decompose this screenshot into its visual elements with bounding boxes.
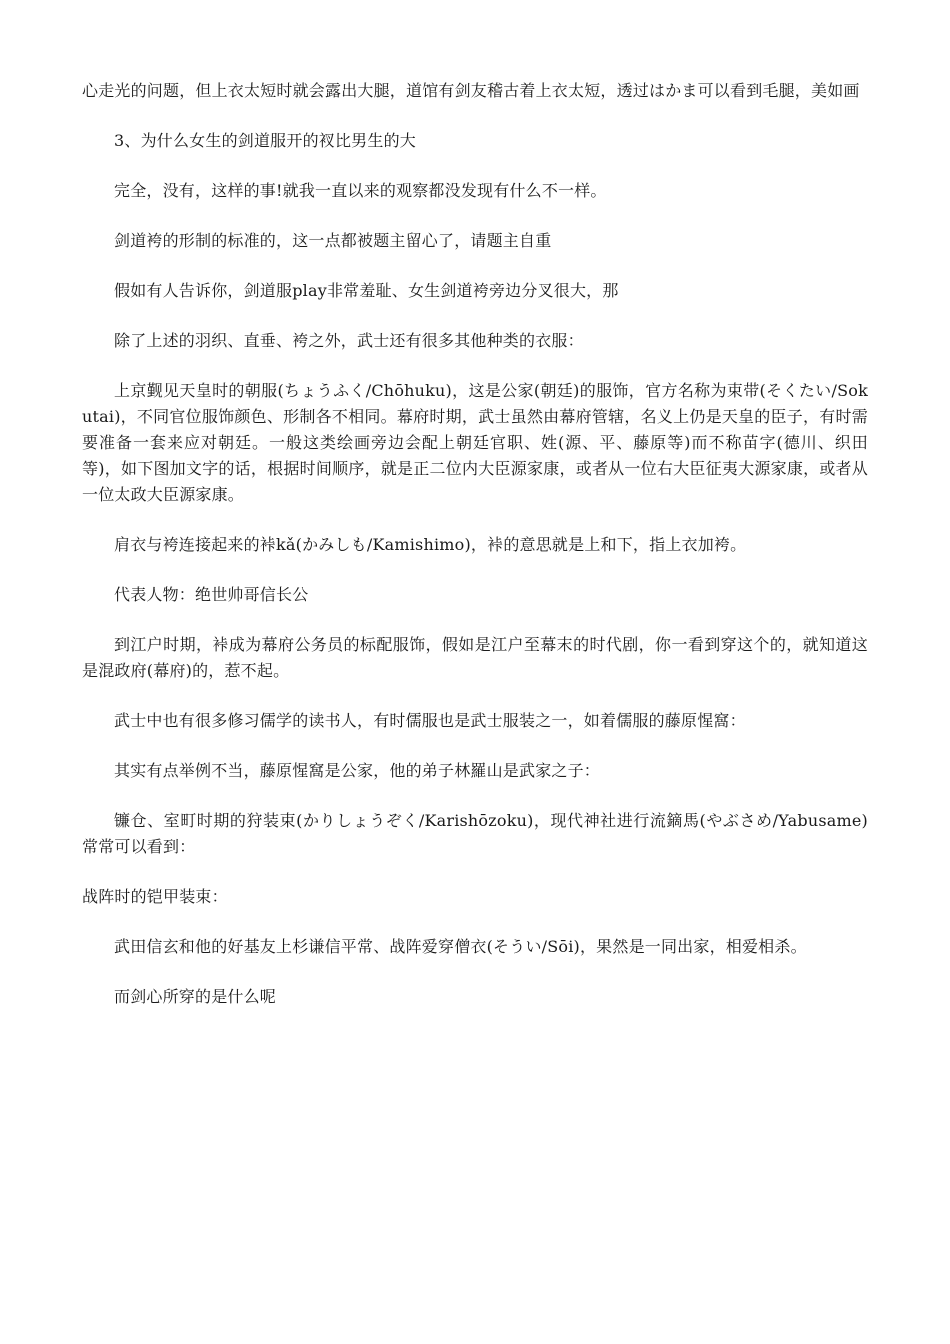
document-page [82,78,868,1034]
paragraph: 上京觐见天皇时的朝服(ちょうふく/Chōhuku)，这是公家(朝廷)的服饰，官方名称为束带(そくたい/Sokutai)，不同官位服饰颜色、形制各不相同。幕府时期，武士虽然由幕府管辖，名义上仍是天皇的臣子，有时需要准备一套来应对朝廷。一般这类绘画旁边会配上朝廷官职、姓(源、平、藤原等)而不称苗字(德川、织田等)，如下图加文字的话，根据时间顺序，就是正二位内大臣源家康，或者从一位右大臣征夷大源家康，或者从一位太政大臣源家康。 [82,381,868,504]
paragraph: 剑道袴的形制的标准的，这一点都被题主留心了，请题主自重 [114,231,552,250]
paragraph: 假如有人告诉你，剑道服play非常羞耻、女生剑道袴旁边分叉很大，那 [114,281,619,300]
paragraph: 到江户时期，裃成为幕府公务员的标配服饰，假如是江户至幕末的时代剧，你一看到穿这个的，就知道这是混政府(幕府)的，惹不起。 [82,635,868,680]
paragraph: 武田信玄和他的好基友上杉谦信平常、战阵爱穿僧衣(そうい/Sōi)，果然是一同出家，相爱相杀。 [114,937,807,956]
paragraph: 除了上述的羽织、直垂、袴之外，武士还有很多其他种类的衣服： [114,331,584,350]
paragraph: 武士中也有很多修习儒学的读书人，有时儒服也是武士服装之一，如着儒服的藤原惺窩： [114,711,746,730]
section-heading-3: 3、为什么女生的剑道服开的衩比男生的大 [114,131,416,150]
paragraph-no-indent: 战阵时的铠甲装束： [82,887,228,906]
paragraph: 完全，没有，这样的事!就我一直以来的观察都没发现有什么不一样。 [114,181,607,200]
paragraph: 其实有点举例不当，藤原惺窩是公家，他的弟子林羅山是武家之子： [114,761,601,780]
paragraph: 而剑心所穿的是什么呢 [114,987,277,1006]
paragraph: 代表人物：绝世帅哥信长公 [114,585,309,604]
paragraph: 镰仓、室町时期的狩装束(かりしょうぞく/Karishōzoku)，现代神社进行流鏑馬(やぶさめ/Yabusame)常常可以看到： [82,811,868,856]
paragraph: 肩衣与袴连接起来的裃kǎ(かみしも/Kamishimo)，裃的意思就是上和下，指上衣加袴。 [114,535,747,554]
paragraph-continuation: 心走光的问题，但上衣太短时就会露出大腿，道馆有剑友稽古着上衣太短，透过はかま可以看到毛腿，美如画 [82,81,860,100]
